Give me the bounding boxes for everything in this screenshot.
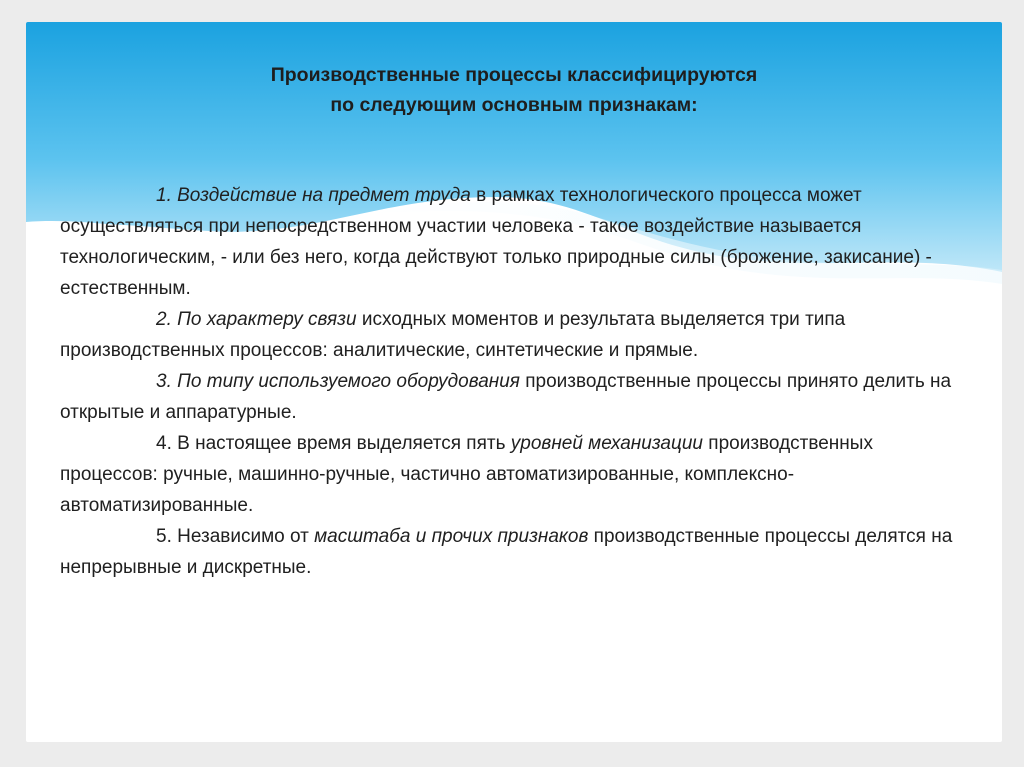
item-2-emphasis: По характеру связи: [177, 309, 357, 330]
list-item-4: [60, 428, 972, 521]
item-2-number: 2.: [156, 309, 178, 330]
item-5-lead: 5. Независимо от: [156, 526, 315, 547]
list-item-2: [60, 304, 972, 366]
item-2-text: исходных моментов и результата выделяется три типа производственных процессов: аналитические, синтетические и прямые.: [60, 309, 846, 361]
item-5-text: производственные процессы делятся на непрерывные и дискретные.: [60, 526, 953, 578]
list-item-3: [60, 366, 972, 428]
slide-body: [60, 180, 972, 583]
title-line-2: по следующим основным признакам:: [330, 94, 698, 116]
item-4-emphasis: уровней механизации: [510, 433, 704, 454]
item-1-emphasis: Воздействие на предмет труда: [177, 185, 471, 206]
list-item-5: [60, 521, 972, 583]
slide: [26, 22, 1002, 742]
item-1-text: в рамках технологического процесса может осуществляться при непосредственном участии человека - такое воздействие называется технологическим, - или без него, когда действуют только природные силы (брожение, закисание) - естественным.: [60, 185, 932, 299]
item-1-number: 1.: [156, 185, 178, 206]
item-5-emphasis: масштаба и прочих признаков: [314, 526, 589, 547]
slide-title: [26, 60, 1002, 120]
item-3-emphasis: По типу используемого оборудования: [177, 371, 520, 392]
item-4-text: производственных процессов: ручные, машинно-ручные, частично автоматизированные, комплексно-автоматизированные.: [60, 433, 873, 516]
item-4-lead: 4. В настоящее время выделяется пять: [156, 433, 511, 454]
list-item-1: [60, 180, 972, 304]
title-line-1: Производственные процессы классифицируются: [270, 64, 758, 86]
item-3-text: производственные процессы принято делить на открытые и аппаратурные.: [60, 371, 952, 423]
item-3-number: 3.: [156, 371, 178, 392]
